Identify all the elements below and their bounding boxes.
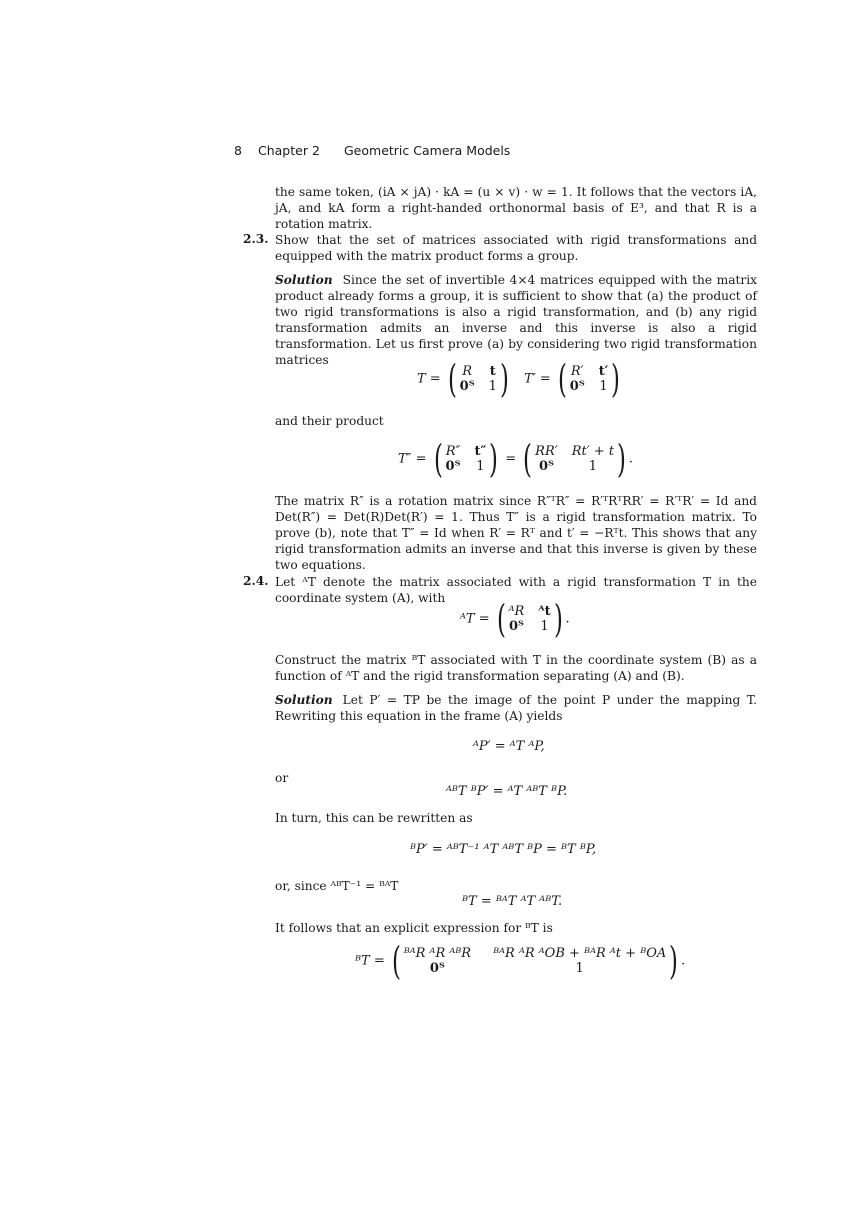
exercise-2-3-solution [275, 272, 757, 368]
equation-BT: ᴮT = ( ᴮᴬR ᴬR ᴬᴮR ᴮᴬR ᴬR ᴬOB + ᴮᴬR ᴬt + ᴮOA 0ᵀ 1 ) . [355, 939, 686, 983]
intro-paragraph: the same token, (iA × jA) · kA = (u × v) · w = 1. It follows that the vectors iA, jA, and kA form a right-handed orthonormal basis of E³, and that R is a rotation matrix. [275, 185, 757, 231]
equation-product: T″ = ( R″ t″ 0ᵀ 1 ) = ( RR′ Rt′ + t 0ᵀ 1 ) . [398, 437, 634, 481]
equation-4: ᴬP′ = ᴬT ᴬP, [473, 739, 545, 754]
equation-6: ᴮP′ = ᴬᴮT⁻¹ ᴬT ᴬᴮT ᴮP = ᴮT ᴮP, [410, 842, 597, 857]
exercise-2-4-solution: Solution Let P′ = TP be the image of the point P under the mapping T. Rewriting this equation in the frame (A) yields [275, 693, 757, 723]
product-text: and their product [275, 414, 384, 428]
exercise-2-4-statement: Let ᴬT denote the matrix associated with a rigid transformation T in the coordinate system (A), with [275, 575, 757, 605]
follows-text: It follows that an explicit expression for ᴮT is [275, 921, 553, 935]
construct-text: Construct the matrix ᴮT associated with T in the coordinate system (B) as a function of ᴬT and the rigid transformation separating (A) and (B). [275, 653, 757, 683]
solution-label: Solution [275, 693, 333, 707]
exercise-number-2-3: 2.3. [243, 232, 269, 246]
chapter-title: Geometric Camera Models [344, 143, 511, 158]
exercise-2-3-closing: The matrix R″ is a rotation matrix since R″ᵀR″ = R′ᵀRᵀRR′ = R′ᵀR′ = Id and Det(R″) = Det(R)Det(R′) = 1. Thus T″ is a rigid transformation matrix. To prove (b), note that T″ = Id when R′ = Rᵀ and t′ = −Rᵀt. This shows that any rigid transformation admits an inverse and that this inverse is given by these two equations. [275, 494, 757, 572]
equation-5: ᴬᴮT ᴮP′ = ᴬT ᴬᴮT ᴮP. [446, 784, 568, 799]
or-text: or [275, 771, 289, 785]
matrix-T-prime: ( R′ t′ 0ᵀ 1 ) [557, 357, 621, 401]
since-text: or, since ᴬᴮT⁻¹ = ᴮᴬT [275, 879, 399, 893]
turn-text: In turn, this can be rewritten as [275, 811, 473, 825]
exercise-number-2-4: 2.4. [243, 574, 269, 588]
solution-label: Solution [275, 273, 333, 287]
equation-rigid-matrices: T = ( R t 0ᵀ 1 ) T′ = ( R′ t′ 0ᵀ 1 ) [417, 362, 623, 396]
page-number: 8 [234, 143, 242, 158]
exercise-2-3-statement: Show that the set of matrices associated with rigid transformations and equipped with the matrix product forms a group. [275, 233, 757, 263]
equation-7: ᴮT = ᴮᴬT ᴬT ᴬᴮT. [462, 894, 563, 909]
chapter-label: Chapter 2 [258, 143, 320, 158]
running-header [234, 143, 510, 158]
solution-text: Since the set of invertible 4×4 matrices equipped with the matrix product already forms a group, it is sufficient to show that (a) the product of two rigid transformations is also a rigid transformation, and (b) any rigid transformation admits an inverse and this inverse is also a rigid transformation. Let us first prove (a) by considering two rigid transformation matrices [275, 273, 757, 367]
equation-AT: ᴬT = ( ᴬR ᴬt 0ᵀ 1 ) . [460, 597, 570, 641]
matrix-T: ( R t 0ᵀ 1 ) [447, 357, 509, 401]
